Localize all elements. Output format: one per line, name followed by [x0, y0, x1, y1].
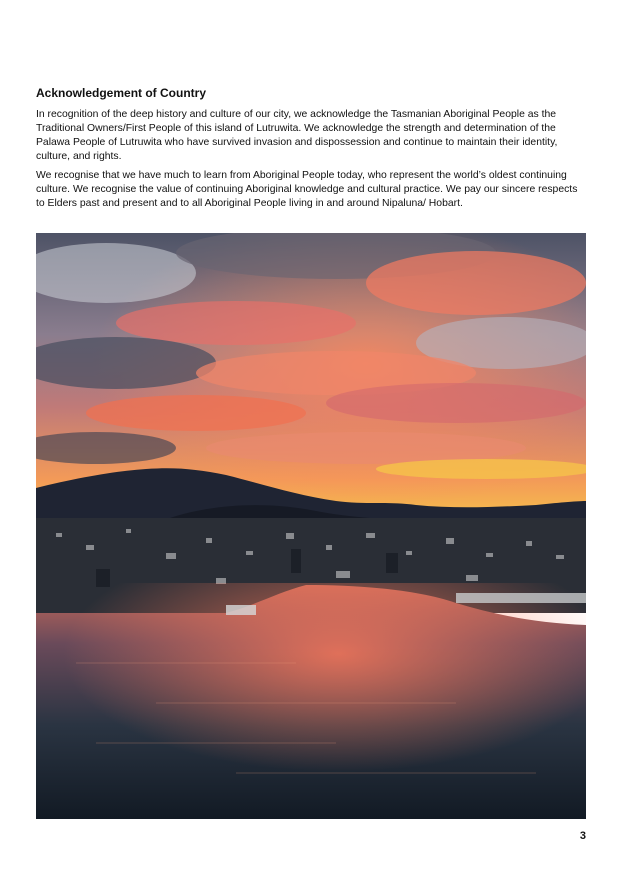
page-number: 3 [579, 830, 586, 842]
wharf [456, 593, 586, 603]
page-heading: Acknowledgement of Country [36, 86, 207, 100]
recognition-paragraph: We recognise that we have much to learn from Aboriginal People today, who represent the world’s oldest continuing culture. We recognise the value of continuing Aboriginal knowledge and cultural practice. We pay our sincere respects to Elders past and present and to all Aboriginal People living in and around Nipaluna/ Hobart. [36, 170, 578, 209]
acknowledgement-paragraph: In recognition of the deep history and culture of our city, we acknowledge the Tasmanian Aboriginal People as the Traditional Owners/First People of this island of Lutruwita. We acknowledge the strength and determination of the Palawa People of Lutruwita who have survived invasion and dispossession and continue to maintain their identity, culture, and rights. [36, 109, 558, 162]
clouds [36, 233, 586, 479]
hobart-sunset-photo [36, 233, 586, 819]
